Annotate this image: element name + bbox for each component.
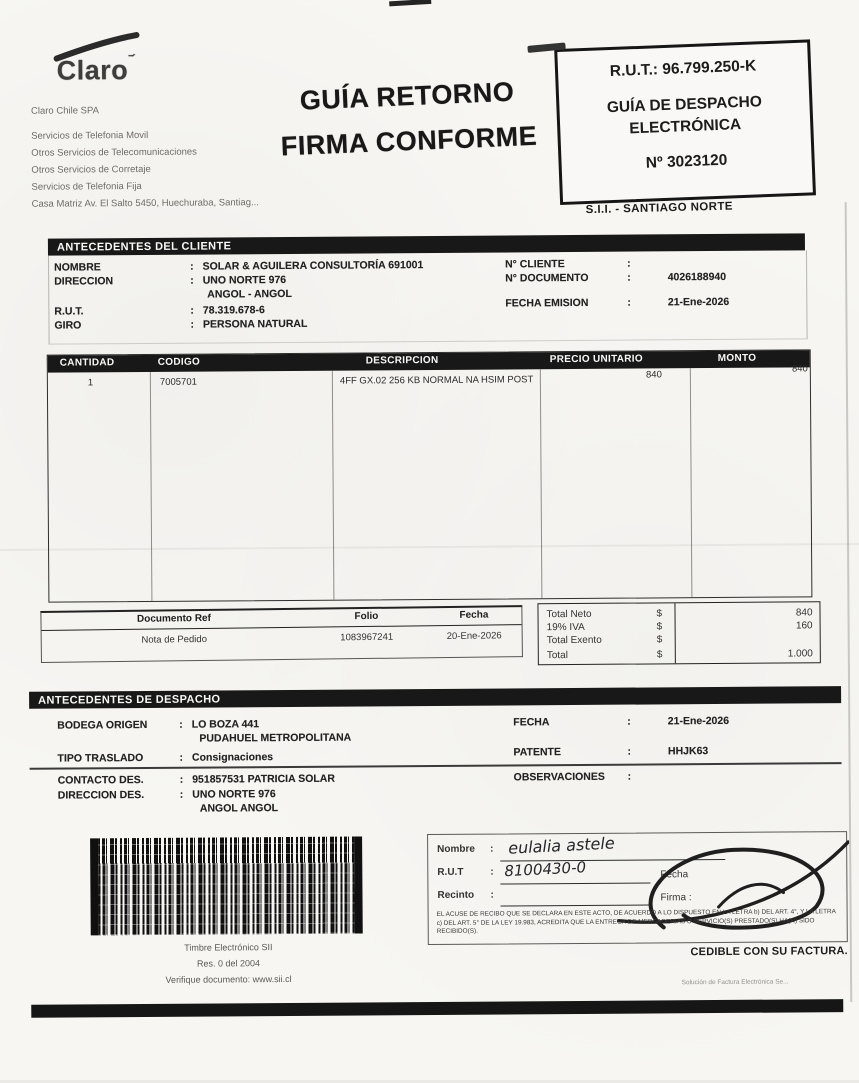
bodega-origen-value2: PUDAHUEL METROPOLITANA <box>199 732 351 745</box>
iva-value: 160 <box>796 620 813 631</box>
ncliente-value <box>640 257 760 270</box>
client-rut-value: 78.319.678-6 <box>203 304 265 316</box>
claro-logo <box>57 52 135 87</box>
iva-label: 19% IVA <box>547 622 585 633</box>
client-fecha-emision-row <box>505 296 729 310</box>
total-neto-label: Total Neto <box>546 609 591 620</box>
currency-sign: $ <box>657 649 663 660</box>
pdf417-barcode <box>90 836 363 935</box>
resolution-line: Res. 0 del 2004 <box>121 955 336 973</box>
bodega-origen-label: BODEGA ORIGEN <box>57 719 175 732</box>
column-divider <box>540 369 543 598</box>
ref-folio: 1083967241 <box>307 631 427 643</box>
column-divider <box>332 371 335 600</box>
legal-text: EL ACUSE DE RECIBO QUE SE DECLARA EN ESTE ACTO, DE ACUERDO A LO DISPUESTO EN LA LETRA b) DEL ART. 4°, Y LA LETRA c) DEL ART. 5° DE LA LEY 19.983, ACREDITA QUE LA ENTREGA DE MERCADERIAS O SERVICIO(S) PRESTADO(S) HA(N) SIDO RECIBIDO(S). <box>437 908 839 936</box>
issuer-rut: R.U.T.: 96.799.250-K <box>558 55 809 83</box>
dispatch-section-title: ANTECEDENTES DE DESPACHO <box>38 693 220 706</box>
total-exento-label: Total Exento <box>547 635 602 646</box>
receipt-fecha-label: Fecha <box>660 869 688 880</box>
col-cantidad: CANTIDAD <box>60 357 115 368</box>
return-stamp-line1: GUÍA RETORNO <box>273 69 541 125</box>
item-monto: 840 <box>690 363 808 375</box>
scan-artifact <box>389 0 431 6</box>
ref-col-documento: Documento Ref <box>41 612 306 626</box>
tipo-traslado-label: TIPO TRASLADO <box>57 752 175 765</box>
claro-spark-icon: ˉˊ <box>128 52 134 69</box>
separator: : <box>490 890 493 901</box>
company-name: Claro Chile SPA <box>31 101 258 120</box>
return-stamp <box>273 69 543 170</box>
total-exento-row <box>539 633 820 635</box>
receipt-firma-label: Firma : <box>660 892 691 903</box>
fecha-emision-label: FECHA EMISION <box>505 297 623 310</box>
doc-type-line2: ELECTRÓNICA <box>560 111 811 143</box>
item-codigo: 7005701 <box>160 377 197 388</box>
separator: : <box>627 746 631 758</box>
sii-office-label: S.I.I. - SANTIAGO NORTE <box>586 201 733 217</box>
total-row <box>539 648 820 650</box>
observaciones-row <box>514 771 641 784</box>
separator: : <box>627 258 631 270</box>
receipt-nombre-label: Nombre <box>437 844 475 855</box>
currency-sign: $ <box>656 608 662 619</box>
footer-note: Solución de Factura Electrónica Se... <box>621 978 849 987</box>
separator: : <box>190 319 194 331</box>
handwritten-nombre: eulalia astele <box>508 833 615 857</box>
separator: : <box>490 844 493 855</box>
bodega-origen2-row <box>199 732 351 745</box>
column-divider <box>690 368 693 597</box>
iva-row <box>539 620 820 622</box>
contacto-des-row <box>58 773 335 787</box>
separator: : <box>627 297 631 309</box>
receipt-rut-label: R.U.T <box>437 867 463 878</box>
client-nombre-row <box>54 259 423 274</box>
receipt-recinto-label: Recinto <box>437 890 474 901</box>
direccion-des2-row <box>200 802 278 815</box>
company-info-block <box>31 101 259 213</box>
item-cantidad: 1 <box>88 377 93 388</box>
rut-box <box>554 39 816 205</box>
direccion-des-value2: ANGOL ANGOL <box>200 802 278 815</box>
client-direccion-value: UNO NORTE 976 <box>203 274 287 287</box>
client-nombre-value: SOLAR & AGUILERA CONSULTORÍA 691001 <box>203 259 424 273</box>
separator: : <box>179 719 183 731</box>
col-precio-unitario: PRECIO UNITARIO <box>550 354 643 366</box>
separator: : <box>180 774 184 786</box>
reference-table <box>40 605 523 663</box>
col-monto: MONTO <box>718 353 757 364</box>
patente-value: HHJK63 <box>668 745 708 757</box>
column-divider <box>150 372 153 601</box>
receipt-box <box>427 831 848 945</box>
total-label: Total <box>547 650 568 661</box>
fecha-emision-value: 21-Ene-2026 <box>668 296 729 308</box>
dispatch-section-header <box>29 686 841 709</box>
doc-type-line1: GUÍA DE DESPACHO <box>559 89 810 121</box>
client-section-title: ANTECEDENTES DEL CLIENTE <box>57 240 232 253</box>
separator: : <box>628 771 632 783</box>
reference-table-header <box>41 607 521 631</box>
totals-box <box>537 601 820 665</box>
client-rut-row <box>54 304 264 317</box>
ref-fecha: 20-Ene-2026 <box>427 630 522 642</box>
currency-sign: $ <box>657 621 663 632</box>
client-direccion2-value: ANGOL - ANGOL <box>207 288 292 301</box>
sii-stamp-caption <box>121 939 336 988</box>
claro-logo-text: Claro <box>57 55 129 85</box>
observaciones-label: OBSERVACIONES <box>514 771 624 784</box>
direccion-des-label: DIRECCION DES. <box>58 789 176 802</box>
patente-row <box>513 745 708 758</box>
client-rut-label: R.U.T. <box>54 305 186 318</box>
company-info-line: Otros Servicios de Telecomunicaciones <box>31 143 258 162</box>
totals-divider <box>674 603 676 663</box>
separator: : <box>190 305 194 317</box>
ncliente-label: N° CLIENTE <box>505 258 623 271</box>
col-descripcion: DESCRIPCION <box>366 355 439 367</box>
cedible-label: CEDIBLE CON SU FACTURA. <box>598 945 848 959</box>
ref-col-fecha: Fecha <box>426 609 521 621</box>
col-codigo: CODIGO <box>158 357 200 368</box>
ndoc-label: N° DOCUMENTO <box>505 272 623 285</box>
client-giro-label: GIRO <box>54 319 186 332</box>
company-info-line: Servicios de Telefonia Movil <box>31 126 258 145</box>
verify-line: Verifique documento: www.sii.cl <box>121 971 336 989</box>
client-ncliente-row <box>505 257 760 271</box>
bodega-origen-row <box>57 718 259 731</box>
total-neto-value: 840 <box>796 607 813 618</box>
separator: : <box>627 272 631 284</box>
client-nombre-label: NOMBRE <box>54 261 186 274</box>
items-table <box>47 349 813 602</box>
tipo-traslado-value: Consignaciones <box>192 751 273 764</box>
separator: : <box>190 275 194 287</box>
bottom-black-bar <box>31 999 843 1018</box>
separator: : <box>179 752 183 764</box>
bodega-origen-value: LO BOZA 441 <box>192 718 259 730</box>
company-info-line: Servicios de Telefonia Fija <box>31 177 258 196</box>
dispatch-fecha-label: FECHA <box>513 716 623 729</box>
client-direccion2-row <box>207 288 292 301</box>
ndoc-value: 4026188940 <box>668 271 726 283</box>
separator: : <box>190 261 194 273</box>
tipo-traslado-row <box>57 751 273 765</box>
client-direccion-row <box>54 274 286 288</box>
item-precio: 840 <box>540 369 662 381</box>
company-info-line: Otros Servicios de Corretaje <box>31 160 258 179</box>
return-stamp-line2: FIRMA CONFORME <box>275 114 543 170</box>
document-number: Nº 3023120 <box>561 148 812 176</box>
client-giro-row <box>54 318 307 332</box>
ref-col-folio: Folio <box>306 610 426 622</box>
handwritten-rut: 8100430-0 <box>504 858 587 880</box>
total-value: 1.000 <box>788 648 813 659</box>
timbre-line: Timbre Electrónico SII <box>121 939 336 957</box>
direccion-des-row <box>58 788 276 802</box>
separator: : <box>490 867 493 878</box>
dispatch-fecha-value: 21-Ene-2026 <box>668 715 729 727</box>
client-direccion-label: DIRECCION <box>54 275 186 288</box>
separator: : <box>627 716 631 728</box>
contacto-des-label: CONTACTO DES. <box>58 774 176 787</box>
currency-sign: $ <box>657 634 663 645</box>
patente-label: PATENTE <box>513 746 623 759</box>
company-info-line: Casa Matriz Av. El Salto 5450, Huechuraba, Santiag... <box>32 194 259 213</box>
total-neto-row <box>538 607 819 609</box>
client-ndoc-row <box>505 271 726 285</box>
item-descripcion: 4FF GX.02 256 KB NORMAL NA HSIM POST <box>340 374 533 386</box>
dispatch-fecha-row <box>513 715 729 729</box>
contacto-des-value: 951857531 PATRICIA SOLAR <box>192 773 335 786</box>
separator: : <box>180 789 184 801</box>
direccion-des-value: UNO NORTE 976 <box>192 788 276 801</box>
ref-documento: Nota de Pedido <box>42 633 307 647</box>
client-giro-value: PERSONA NATURAL <box>203 318 308 331</box>
